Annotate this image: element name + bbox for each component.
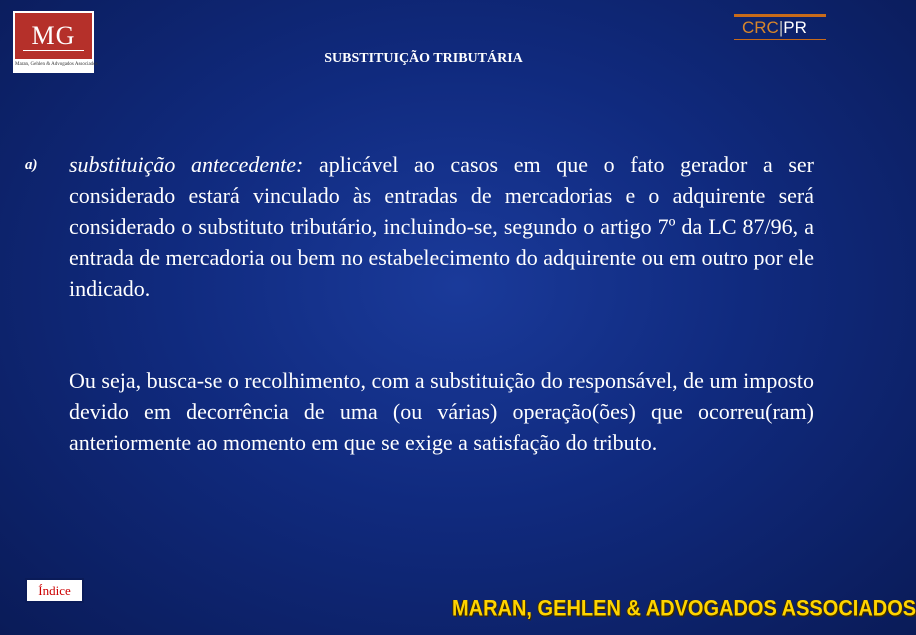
mg-logo-mark: MG (15, 13, 92, 59)
paragraph-explanation: Ou seja, busca-se o recolhimento, com a substituição do responsável, de um imposto devido em decorrência de uma (ou várias) operação(ões) que ocorreu(ram) anteriormente ao momento em que se exige a satisfação do tributo. (69, 368, 814, 455)
slide-title: SUBSTITUIÇÃO TRIBUTÁRIA (324, 51, 523, 66)
list-bullet: a) (25, 157, 38, 173)
crc-pr-logo (728, 8, 832, 54)
footer-brand: MARAN, GEHLEN & ADVOGADOS ASSOCIADOS (452, 597, 916, 622)
crc-logo-text (742, 18, 807, 38)
paragraph-definition (69, 149, 814, 304)
definition-text: aplicável ao casos em que o fato gerador a ser considerado estará vinculado às entradas de mercadorias e o adquirente será considerado o substituto tributário, incluindo-se, segundo o artigo 7º da LC 87/96, a entrada de mercadoria ou bem no estabelecimento do adquirente ou em outro por ele indicado. (69, 152, 814, 301)
index-button[interactable]: Índice (25, 578, 84, 603)
crc-logo-bottom-rule (734, 39, 826, 40)
mg-logo-subtitle: Maran, Gehlen & Advogados Associados (15, 62, 98, 67)
crc-logo-separator-icon: | (778, 18, 784, 37)
crc-logo-top-rule (734, 14, 826, 17)
definition-term: substituição antecedente: (69, 152, 304, 177)
crc-logo-crc: CRC (742, 18, 779, 37)
crc-logo-pr: PR (783, 18, 807, 37)
